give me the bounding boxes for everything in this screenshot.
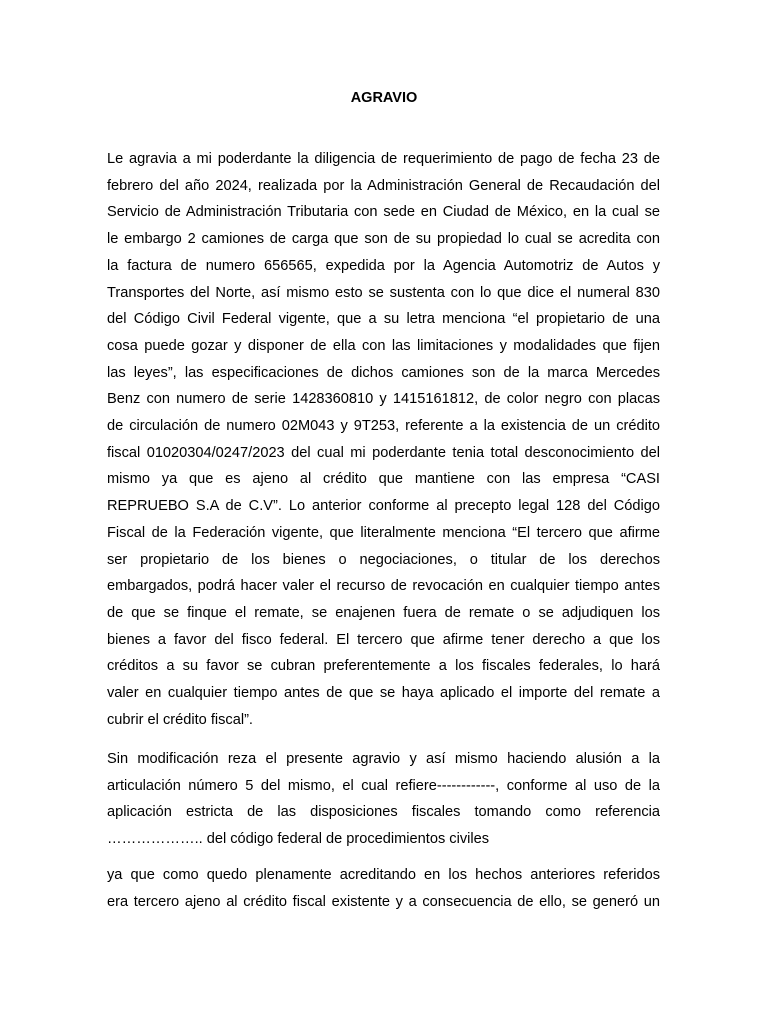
paragraph-line: le embargo 2 camiones de carga que son de su propiedad lo cual se acredita con xyxy=(107,231,660,248)
paragraph-line: embargados, podrá hacer valer el recurso de revocación en cualquier tiempo antes xyxy=(107,578,660,595)
paragraph-line: de que se finque el remate, se enajenen fuera de remate o se adjudiquen los xyxy=(107,604,660,621)
paragraph-line: REPRUEBO S.A de C.V”. Lo anterior conforme al precepto legal 128 del Código xyxy=(107,498,660,515)
paragraph-line: Transportes del Norte, así mismo esto se sustenta con lo que dice el numeral 830 xyxy=(107,284,660,301)
paragraph-line: cosa puede gozar y disponer de ella con las limitaciones y modalidades que fijen xyxy=(107,337,660,354)
paragraph-line: créditos a su favor se cubran preferentemente a los fiscales federales, lo hará xyxy=(107,658,660,675)
document-title: AGRAVIO xyxy=(350,90,418,106)
paragraph-line: Fiscal de la Federación vigente, que literalmente menciona “El tercero que afirme xyxy=(107,524,660,541)
paragraph-line: del Código Civil Federal vigente, que a su letra menciona “el propietario de una xyxy=(107,311,660,328)
paragraph-line: Servicio de Administración Tributaria con sede en Ciudad de México, en la cual se xyxy=(107,204,660,221)
paragraph-line: febrero del año 2024, realizada por la Administración General de Recaudación del xyxy=(107,177,660,194)
paragraph-1 xyxy=(107,146,660,733)
paragraph-line: ya que como quedo plenamente acreditando en los hechos anteriores referidos xyxy=(107,867,660,883)
paragraph-3 xyxy=(107,862,660,915)
paragraph-line: cubrir el crédito fiscal”. xyxy=(107,711,253,728)
paragraph-line: ser propietario de los bienes o negociaciones, o titular de los derechos xyxy=(107,551,660,568)
paragraph-line: Sin modificación reza el presente agravio y así mismo haciendo alusión a la xyxy=(107,751,660,767)
paragraph-2 xyxy=(107,746,660,853)
paragraph-line: articulación número 5 del mismo, el cual refiere------------, conforme al uso de la xyxy=(107,777,660,794)
paragraph-line: la factura de numero 656565, expedida por la Agencia Automotriz de Autos y xyxy=(107,257,660,274)
paragraph-line: Benz con numero de serie 1428360810 y 1415161812, de color negro con placas xyxy=(107,391,660,408)
paragraph-line: fiscal 01020304/0247/2023 del cual mi poderdante tenia total desconocimiento del xyxy=(107,444,660,461)
paragraph-line: Le agravia a mi poderdante la diligencia de requerimiento de pago de fecha 23 de xyxy=(107,151,660,167)
paragraph-line: ……………….. del código federal de procedimientos civiles xyxy=(107,831,490,848)
paragraph-line: las leyes”, las especificaciones de dichos camiones son de la marca Mercedes xyxy=(107,364,660,381)
paragraph-line: aplicación estricta de las disposiciones fiscales tomando como referencia xyxy=(107,804,660,821)
paragraph-line: era tercero ajeno al crédito fiscal existente y a consecuencia de ello, se generó un xyxy=(107,893,660,910)
paragraph-line: valer en cualquier tiempo antes de que se haya aplicado el importe del remate a xyxy=(107,685,660,702)
paragraph-line: bienes a favor del fisco federal. El tercero que afirme tener derecho a que los xyxy=(107,631,660,648)
paragraph-line: mismo ya que es ajeno al crédito que mantiene con las empresa “CASI xyxy=(107,471,660,488)
paragraph-line: de circulación de numero 02M043 y 9T253, referente a la existencia de un crédito xyxy=(107,418,660,435)
